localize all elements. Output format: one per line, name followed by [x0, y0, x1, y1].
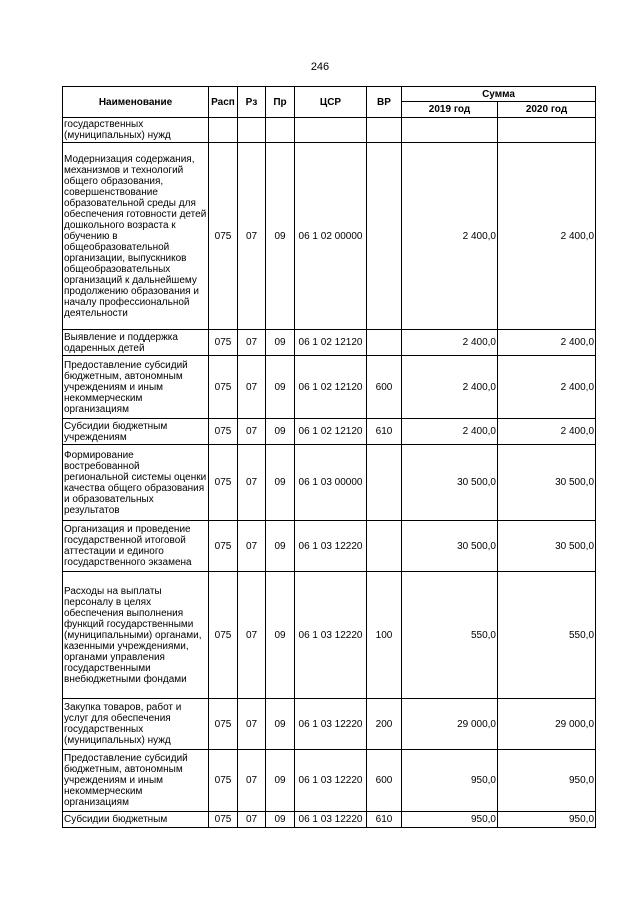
cell-vr: 100: [367, 572, 402, 699]
cell-y2020: [498, 118, 596, 143]
cell-y2020: 950,0: [498, 750, 596, 812]
cell-y2019: 29 000,0: [402, 699, 498, 750]
cell-name: Выявление и поддержка одаренных детей: [63, 330, 209, 356]
cell-y2020: 950,0: [498, 812, 596, 828]
table-row: [63, 445, 596, 521]
cell-y2020: 30 500,0: [498, 445, 596, 521]
table-row: [63, 572, 596, 699]
header-pr: Пр: [266, 87, 295, 118]
table-row: [63, 699, 596, 750]
cell-name: Организация и проведение государственной итоговой аттестации и единого государственного экзамена: [63, 521, 209, 572]
cell-pr: 09: [266, 330, 295, 356]
table-row: [63, 750, 596, 812]
cell-pr: 09: [266, 521, 295, 572]
cell-rasp: 075: [209, 330, 238, 356]
cell-y2019: [402, 118, 498, 143]
cell-pr: 09: [266, 143, 295, 330]
cell-rz: 07: [238, 356, 266, 419]
cell-y2020: 30 500,0: [498, 521, 596, 572]
table-row: [63, 812, 596, 828]
cell-pr: 09: [266, 699, 295, 750]
cell-csr: 06 1 03 12220: [295, 699, 367, 750]
cell-rz: 07: [238, 143, 266, 330]
cell-vr: [367, 143, 402, 330]
cell-name: Закупка товаров, работ и услуг для обеспечения государственных (муниципальных) нужд: [63, 699, 209, 750]
cell-name: государственных (муниципальных) нужд: [63, 118, 209, 143]
cell-name: Субсидии бюджетным учреждениям: [63, 419, 209, 445]
header-sum: Сумма: [402, 87, 596, 102]
cell-csr: 06 1 02 12120: [295, 356, 367, 419]
cell-y2019: 30 500,0: [402, 521, 498, 572]
cell-rasp: 075: [209, 521, 238, 572]
cell-name: Субсидии бюджетным: [63, 812, 209, 828]
cell-rz: [238, 118, 266, 143]
cell-rz: 07: [238, 330, 266, 356]
page-number: 246: [310, 61, 330, 73]
cell-pr: 09: [266, 445, 295, 521]
cell-name: Формирование востребованной региональной системы оценки качества общего образования и образовательных результатов: [63, 445, 209, 521]
cell-y2020: 29 000,0: [498, 699, 596, 750]
table-row: [63, 356, 596, 419]
cell-rz: 07: [238, 445, 266, 521]
cell-y2020: 550,0: [498, 572, 596, 699]
cell-csr: 06 1 03 12220: [295, 812, 367, 828]
cell-y2019: 2 400,0: [402, 143, 498, 330]
header-csr: ЦСР: [295, 87, 367, 118]
cell-y2019: 30 500,0: [402, 445, 498, 521]
cell-rz: 07: [238, 521, 266, 572]
header-vr: ВР: [367, 87, 402, 118]
table-row: [63, 419, 596, 445]
cell-name: Предоставление субсидий бюджетным, автономным учреждениям и иным некоммерческим организациям: [63, 356, 209, 419]
cell-rasp: 075: [209, 699, 238, 750]
cell-vr: 600: [367, 750, 402, 812]
header-year-2019: 2019 год: [402, 102, 498, 118]
cell-name: Расходы на выплаты персоналу в целях обеспечения выполнения функций государственными (муниципальными) органами, казенными учреждениями, органами управления государственными внебюджетными фондами: [63, 572, 209, 699]
cell-y2020: 2 400,0: [498, 419, 596, 445]
cell-rasp: 075: [209, 812, 238, 828]
cell-y2020: 2 400,0: [498, 356, 596, 419]
cell-rz: 07: [238, 572, 266, 699]
cell-rasp: 075: [209, 445, 238, 521]
cell-y2019: 2 400,0: [402, 419, 498, 445]
cell-rz: 07: [238, 812, 266, 828]
cell-y2019: 2 400,0: [402, 356, 498, 419]
cell-rasp: [209, 118, 238, 143]
cell-vr: [367, 330, 402, 356]
cell-vr: [367, 521, 402, 572]
budget-table: [62, 86, 596, 828]
table-row: [63, 330, 596, 356]
cell-pr: [266, 118, 295, 143]
cell-rz: 07: [238, 419, 266, 445]
cell-csr: 06 1 02 00000: [295, 143, 367, 330]
cell-y2019: 950,0: [402, 812, 498, 828]
cell-rasp: 075: [209, 356, 238, 419]
cell-csr: 06 1 02 12120: [295, 419, 367, 445]
cell-rasp: 075: [209, 143, 238, 330]
cell-y2020: 2 400,0: [498, 330, 596, 356]
cell-rz: 07: [238, 699, 266, 750]
cell-csr: 06 1 02 12120: [295, 330, 367, 356]
cell-vr: [367, 118, 402, 143]
cell-vr: 600: [367, 356, 402, 419]
cell-vr: 610: [367, 812, 402, 828]
cell-vr: [367, 445, 402, 521]
cell-rasp: 075: [209, 419, 238, 445]
cell-rz: 07: [238, 750, 266, 812]
cell-rasp: 075: [209, 750, 238, 812]
cell-csr: 06 1 03 12220: [295, 750, 367, 812]
cell-rasp: 075: [209, 572, 238, 699]
cell-y2019: 2 400,0: [402, 330, 498, 356]
cell-vr: 200: [367, 699, 402, 750]
cell-y2019: 950,0: [402, 750, 498, 812]
cell-pr: 09: [266, 356, 295, 419]
cell-pr: 09: [266, 812, 295, 828]
header-rasp: Расп: [209, 87, 238, 118]
table-row: [63, 521, 596, 572]
cell-pr: 09: [266, 572, 295, 699]
cell-csr: [295, 118, 367, 143]
cell-csr: 06 1 03 12220: [295, 572, 367, 699]
cell-pr: 09: [266, 750, 295, 812]
table-row: [63, 143, 596, 330]
table-row: [63, 118, 596, 143]
header-rz: Рз: [238, 87, 266, 118]
cell-csr: 06 1 03 00000: [295, 445, 367, 521]
header-year-2020: 2020 год: [498, 102, 596, 118]
cell-y2019: 550,0: [402, 572, 498, 699]
cell-y2020: 2 400,0: [498, 143, 596, 330]
cell-name: Предоставление субсидий бюджетным, автономным учреждениям и иным некоммерческим организациям: [63, 750, 209, 812]
header-name: Наименование: [63, 87, 209, 118]
cell-pr: 09: [266, 419, 295, 445]
cell-vr: 610: [367, 419, 402, 445]
cell-csr: 06 1 03 12220: [295, 521, 367, 572]
cell-name: Модернизация содержания, механизмов и технологий общего образования, совершенствование образовательной среды для обеспечения готовности детей дошкольного возраста к обучению в общеобразовательной организации, выпускников общеобразовательных организаций к дальнейшему продолжению образования и началу профессиональной деятельности: [63, 143, 209, 330]
